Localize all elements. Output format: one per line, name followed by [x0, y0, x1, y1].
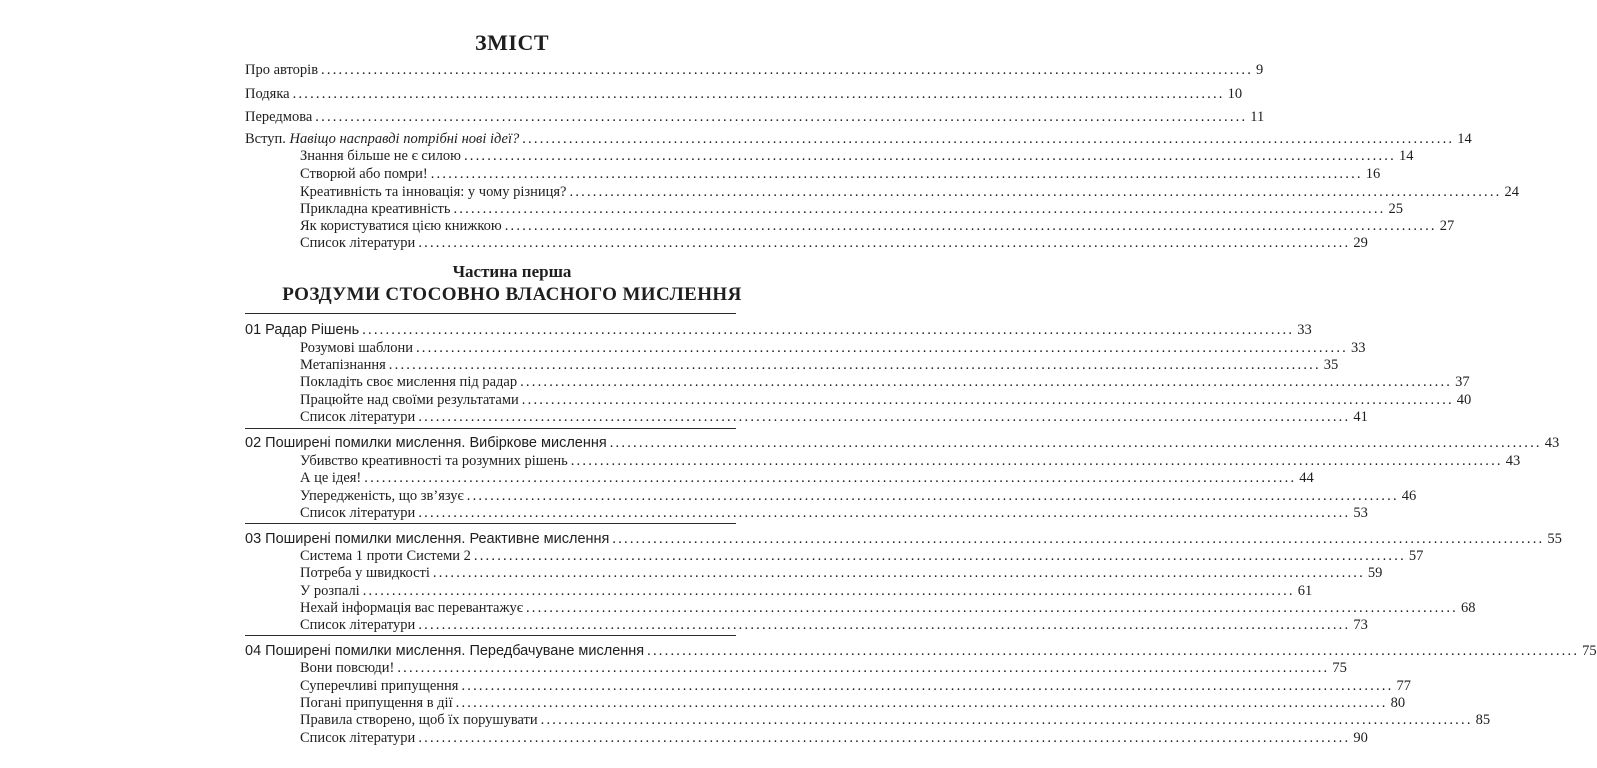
toc-page-number: 40 [1456, 392, 1472, 408]
toc-entry-label: Про авторів [245, 62, 319, 78]
toc-subentry[interactable] [300, 407, 1368, 427]
divider [245, 523, 736, 524]
dot-leader: ................................................................................................................................................................ [315, 109, 1248, 125]
toc-subentry[interactable] [300, 372, 1470, 392]
dot-leader: ................................................................................................................................................................ [612, 531, 1545, 547]
toc-entry-label: Список літератури [300, 730, 416, 746]
dot-leader: ................................................................................................................................................................ [362, 322, 1295, 338]
toc-entry-label: Передмова [245, 109, 313, 125]
toc-page-number: 53 [1353, 505, 1368, 521]
dot-leader: ................................................................................................................................................................ [388, 357, 1321, 373]
toc-entry-label: Убивство креативності та розумних рішень [300, 453, 568, 469]
toc-entry-label: 01 Радар Рішень [245, 322, 360, 338]
dot-leader: ................................................................................................................................................................ [397, 660, 1330, 676]
dot-leader: ................................................................................................................................................................ [520, 374, 1453, 390]
divider [245, 635, 736, 636]
toc-page-number: 68 [1460, 600, 1476, 616]
dot-leader: ................................................................................................................................................................ [461, 678, 1394, 694]
toc-page-number: 80 [1390, 695, 1406, 711]
dot-leader: ................................................................................................................................................................ [522, 131, 1455, 147]
toc-title: ЗМІСТ [475, 30, 549, 55]
dot-leader: ................................................................................................................................................................ [418, 617, 1351, 633]
toc-subentry[interactable] [300, 233, 1368, 253]
dot-leader: ................................................................................................................................................................ [647, 643, 1580, 659]
dot-leader: ................................................................................................................................................................ [466, 488, 1399, 504]
dot-leader: ................................................................................................................................................................ [418, 409, 1351, 425]
toc-page-number: 77 [1396, 678, 1411, 694]
toc-page-number: 90 [1353, 730, 1368, 746]
divider [245, 428, 736, 429]
dot-leader: ................................................................................................................................................................ [455, 695, 1388, 711]
toc-page-number: 41 [1353, 409, 1368, 425]
toc-entry-acknowledgements[interactable] [245, 84, 1243, 104]
toc-page-number: 33 [1297, 322, 1312, 338]
toc-entry-label: Працюйте над своїми результатами [300, 392, 519, 408]
toc-entry-label: Подяка [245, 86, 290, 102]
toc-entry-label: Нехай інформація вас перевантажує [300, 600, 523, 616]
dot-leader: ................................................................................................................................................................ [569, 184, 1502, 200]
toc-subentry[interactable] [300, 468, 1314, 488]
dot-leader: ................................................................................................................................................................ [415, 340, 1348, 356]
toc-page-number: 35 [1323, 357, 1339, 373]
toc-entry-label: Список літератури [300, 409, 416, 425]
toc-entry-label: Список літератури [300, 235, 416, 251]
toc-chapter-02[interactable] [245, 433, 1560, 453]
dot-leader: ................................................................................................................................................................ [292, 86, 1225, 102]
toc-page-number: 44 [1299, 470, 1314, 486]
toc-entry-label: А це ідея! [300, 470, 362, 486]
dot-leader: ................................................................................................................................................................ [418, 235, 1351, 251]
toc-entry-label: Креативність та інновація: у чому різниця? [300, 184, 567, 200]
toc-page-number: 14 [1457, 131, 1472, 147]
intro-title: Навіщо насправді потрібні нові ідеї? [289, 131, 520, 147]
toc-page-number: 11 [1250, 109, 1265, 125]
dot-leader: ................................................................................................................................................................ [362, 583, 1295, 599]
toc-subentry[interactable] [300, 615, 1368, 635]
toc-subentry[interactable] [300, 503, 1368, 523]
dot-leader: ................................................................................................................................................................ [432, 565, 1365, 581]
toc-entry-label: Як користуватися цією книжкою [300, 218, 502, 234]
toc-entry-foreword[interactable] [245, 107, 1265, 127]
intro-prefix: Вступ. [245, 131, 290, 147]
dot-leader: ................................................................................................................................................................ [364, 470, 1297, 486]
toc-page-number: 73 [1353, 617, 1368, 633]
dot-leader: ................................................................................................................................................................ [540, 712, 1473, 728]
toc-entry-label: 04 Поширені помилки мислення. Передбачуване мислення [245, 643, 645, 659]
toc-page-number: 16 [1365, 166, 1381, 182]
toc-page-number: 43 [1505, 453, 1521, 469]
toc-page-number: 25 [1388, 201, 1403, 217]
toc-entry-label: 02 Поширені помилки мислення. Вибіркове мислення [245, 435, 607, 451]
toc-chapter-01[interactable] [245, 320, 1312, 340]
dot-leader: ................................................................................................................................................................ [609, 435, 1542, 451]
dot-leader: ................................................................................................................................................................ [321, 62, 1254, 78]
toc-entry-label: Суперечливі припущення [300, 678, 459, 694]
toc-entry-label: Список літератури [300, 617, 416, 633]
toc-entry-label: Упередженість, що зв’язує [300, 488, 464, 504]
toc-entry-label: Розумові шаблони [300, 340, 413, 356]
dot-leader: ................................................................................................................................................................ [418, 730, 1351, 746]
toc-page-number: 14 [1398, 148, 1414, 164]
divider [245, 313, 736, 314]
toc-entry-label: Потреба у швидкості [300, 565, 430, 581]
toc-subentry[interactable] [300, 563, 1383, 583]
toc-entry-label: Погані припущення в дії [300, 695, 453, 711]
toc-page-number: 37 [1455, 374, 1470, 390]
toc-page-number: 57 [1408, 548, 1424, 564]
dot-leader: ................................................................................................................................................................ [473, 548, 1406, 564]
toc-entry-label: Правила створено, щоб їх порушувати [300, 712, 538, 728]
toc-page-number: 55 [1547, 531, 1562, 547]
toc-subentry[interactable] [300, 658, 1347, 678]
toc-entry-label: Вони повсюди! [300, 660, 395, 676]
toc-page-number: 9 [1256, 62, 1264, 78]
toc-page-number: 27 [1439, 218, 1455, 234]
toc-entry-label: Список літератури [300, 505, 416, 521]
dot-leader: ................................................................................................................................................................ [525, 600, 1458, 616]
toc-entry-label: Знання більше не є силою [300, 148, 461, 164]
part-label: Частина перша [452, 262, 572, 281]
toc-entry-label: 03 Поширені помилки мислення. Реактивне мислення [245, 531, 610, 547]
toc-page-number: 33 [1350, 340, 1366, 356]
toc-subentry[interactable] [300, 164, 1381, 184]
toc-entry-label: У розпалі [300, 583, 360, 599]
toc-entry-label: Покладіть своє мислення під радар [300, 374, 518, 390]
toc-entry-label: Метапізнання [300, 357, 386, 373]
dot-leader: ................................................................................................................................................................ [418, 505, 1351, 521]
dot-leader: ................................................................................................................................................................ [463, 148, 1396, 164]
toc-subentry[interactable] [300, 710, 1491, 730]
toc-page-number: 85 [1475, 712, 1491, 728]
toc-page-number: 61 [1297, 583, 1313, 599]
toc-subentry[interactable] [300, 728, 1368, 748]
toc-page-number: 75 [1332, 660, 1347, 676]
dot-leader: ................................................................................................................................................................ [430, 166, 1363, 182]
toc-entry-label: Система 1 проти Системи 2 [300, 548, 471, 564]
toc-page-number: 46 [1401, 488, 1417, 504]
toc-entry-label: Створюй або помри! [300, 166, 428, 182]
toc-entry-label: Прикладна креативність [300, 201, 451, 217]
dot-leader: ................................................................................................................................................................ [504, 218, 1437, 234]
dot-leader: ................................................................................................................................................................ [521, 392, 1454, 408]
toc-entry-authors[interactable] [245, 60, 1264, 80]
toc-page-number: 43 [1544, 435, 1560, 451]
toc-subentry[interactable] [300, 146, 1414, 166]
toc-page-number: 29 [1353, 235, 1368, 251]
toc-page-number: 10 [1227, 86, 1243, 102]
dot-leader: ................................................................................................................................................................ [453, 201, 1386, 217]
toc-page-number: 75 [1582, 643, 1597, 659]
toc-page-number: 24 [1504, 184, 1519, 200]
toc-page-number: 59 [1367, 565, 1383, 581]
dot-leader: ................................................................................................................................................................ [570, 453, 1503, 469]
part-title: РОЗДУМИ СТОСОВНО ВЛАСНОГО МИСЛЕННЯ [282, 284, 742, 305]
